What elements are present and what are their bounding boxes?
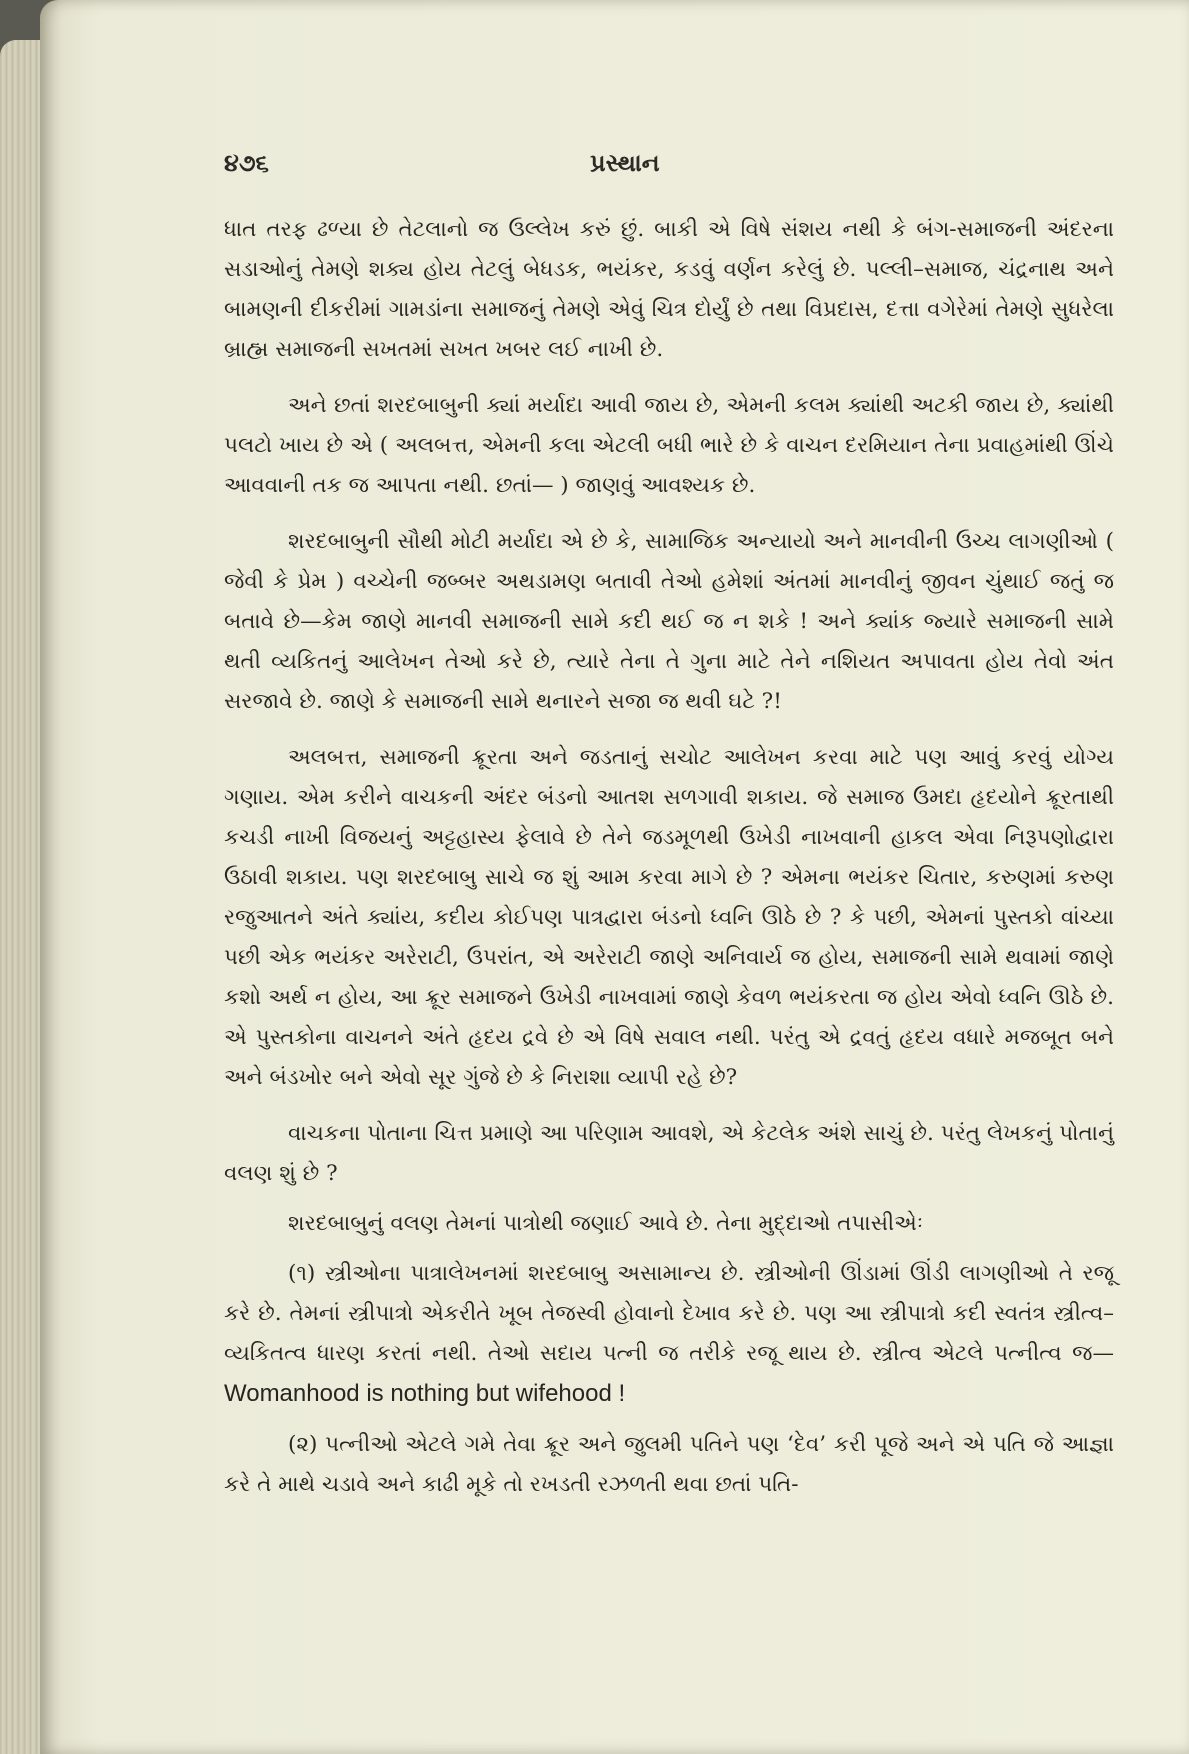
english-quote: Womanhood is nothing but wifehood ! (224, 1380, 626, 1407)
paragraph-6: શરદબાબુનું વલણ તેમનાં પાત્રોથી જણાઈ આવે છે. તેના મુદ્દાઓ તપાસીએઃ (288, 1211, 924, 1236)
paragraph-3: શરદબાબુની સૌથી મોટી મર્યાદા એ છે કે, સામાજિક અન્યાયો અને માનવીની ઉચ્ચ લાગણીઓ ( જેવી કે પ્રેમ ) વચ્ચેની જબ્બર અથડામણ બતાવી તેઓ હમેશાં અંતમાં માનવીનું જીવન ચુંથાઈ જતું જ બતાવે છે—કેમ જાણે માનવી સમાજની સામે કદી થઈ જ ન શકે ! અને ક્યાંક જ્યારે સમાજની સામે થતી વ્યકિતનું આલેખન તેઓ કરે છે, ત્યારે તેના તે ગુના માટે તેને નશિયત અપાવતા હોય તેવો અંત સરજાવે છે. જાણે કે સમાજની સામે થનારને સજા જ થવી ઘટે ?! (224, 529, 1114, 714)
paragraph-5: વાચકના પોતાના ચિત્ત પ્રમાણે આ પરિણામ આવશે, એ કેટલેક અંશે સાચું છે. પરંતુ લેખકનું પોતાનું વલણ શું છે ? (224, 1121, 1114, 1186)
page-number: ૪૭૬ (224, 148, 269, 177)
paragraph-2: અને છતાં શરદબાબુની ક્યાં મર્યાદા આવી જાય છે, એમની કલમ ક્યાંથી અટકી જાય છે, ક્યાંથી પલટો ખાય છે એ ( અલબત્ત, એમની કલા એટલી બધી ભારે છે કે વાચન દરમિયાન તેના પ્રવાહમાંથી ઊંચે આવવાની તક જ આપતા નથી. છતાં— ) જાણવું આવશ્યક છે. (224, 393, 1114, 498)
paragraph-8: (૨) પત્નીઓ એટલે ગમે તેવા ક્રૂર અને જુલમી પતિને પણ ‘દેવ’ કરી પૂજે અને એ પતિ જે આજ્ઞા કરે તે માથે ચડાવે અને કાઢી મૂકે તો રખડતી રઝળતી થવા છતાં પતિ- (224, 1432, 1114, 1497)
paragraph-7-text: (૧) સ્ત્રીઓના પાત્રાલેખનમાં શરદબાબુ અસામાન્ય છે. સ્ત્રીઓની ઊંડામાં ઊંડી લાગણીઓ તે રજૂ કરે છે. તેમનાં સ્ત્રીપાત્રો એકરીતે ખૂબ તેજસ્વી હોવાનો દેખાવ કરે છે. પણ આ સ્ત્રીપાત્રો કદી સ્વતંત્ર સ્ત્રીત્વ–વ્યકિતત્વ ધારણ કરતાં નથી. તેઓ સદાય પત્ની જ તરીકે રજૂ થાય છે. સ્ત્રીત્વ એટલે પત્નીત્વ જ— (224, 1261, 1114, 1366)
page-header (140, 148, 1070, 188)
book-spine-edge (0, 40, 44, 1754)
running-title: પ્રસ્થાન (590, 148, 660, 177)
paragraph-7 (224, 1254, 1114, 1415)
paragraph-4: અલબત્ત, સમાજની ક્રૂરતા અને જડતાનું સચોટ આલેખન કરવા માટે પણ આવું કરવું યોગ્ય ગણાય. એમ કરીને વાચકની અંદર બંડનો આતશ સળગાવી શકાય. જે સમાજ ઉમદા હૃદયોને ક્રૂરતાથી કચડી નાખી વિજયનું અટ્ટહાસ્ય ફેલાવે છે તેને જડમૂળથી ઉખેડી નાખવાની હાકલ એવા નિરૂપણોદ્વારા ઉઠાવી શકાય. પણ શરદબાબુ સાચે જ શું આમ કરવા માગે છે ? એમના ભયંકર ચિતાર, કરુણમાં કરુણ રજુઆતને અંતે ક્યાંય, કદીય કોઈપણ પાત્રદ્વારા બંડનો ધ્વનિ ઊઠે છે ? કે પછી, એમનાં પુસ્તકો વાંચ્યા પછી એક ભયંકર અરેરાટી, ઉપરાંત, એ અરેરાટી જાણે અનિવાર્ય જ હોય, સમાજની સામે થવામાં જાણે કશો અર્થ ન હોય, આ ક્રૂર સમાજને ઉખેડી નાખવામાં જાણે કેવળ ભયંકરતા જ હોય એવો ધ્વનિ ઊઠે છે. એ પુસ્તકોના વાચનને અંતે હૃદય દ્રવે છે એ વિષે સવાલ નથી. પરંતુ એ દ્રવતું હૃદય વધારે મજબૂત બને અને બંડખોર બને એવો સૂર ગુંજે છે કે નિરાશા વ્યાપી રહે છે? (224, 745, 1114, 1090)
page-body (224, 210, 1114, 1521)
paragraph-1: ધાત તરફ ઢળ્યા છે તેટલાનો જ ઉલ્લેખ કરું છું. બાકી એ વિષે સંશય નથી કે બંગ-સમાજની અંદરના સડાઓનું તેમણે શક્ય હોય તેટલું બેધડક, ભયંકર, કડવું વર્ણન કરેલું છે. પલ્લી–સમાજ, ચંદ્રનાથ અને બામણની દીકરીમાં ગામડાંના સમાજનું તેમણે એવું ચિત્ર દોર્યું છે તથા વિપ્રદાસ, દત્તા વગેરેમાં તેમણે સુધરેલા બ્રાહ્મ સમાજની સખતમાં સખત ખબર લઈ નાખી છે. (224, 217, 1114, 362)
